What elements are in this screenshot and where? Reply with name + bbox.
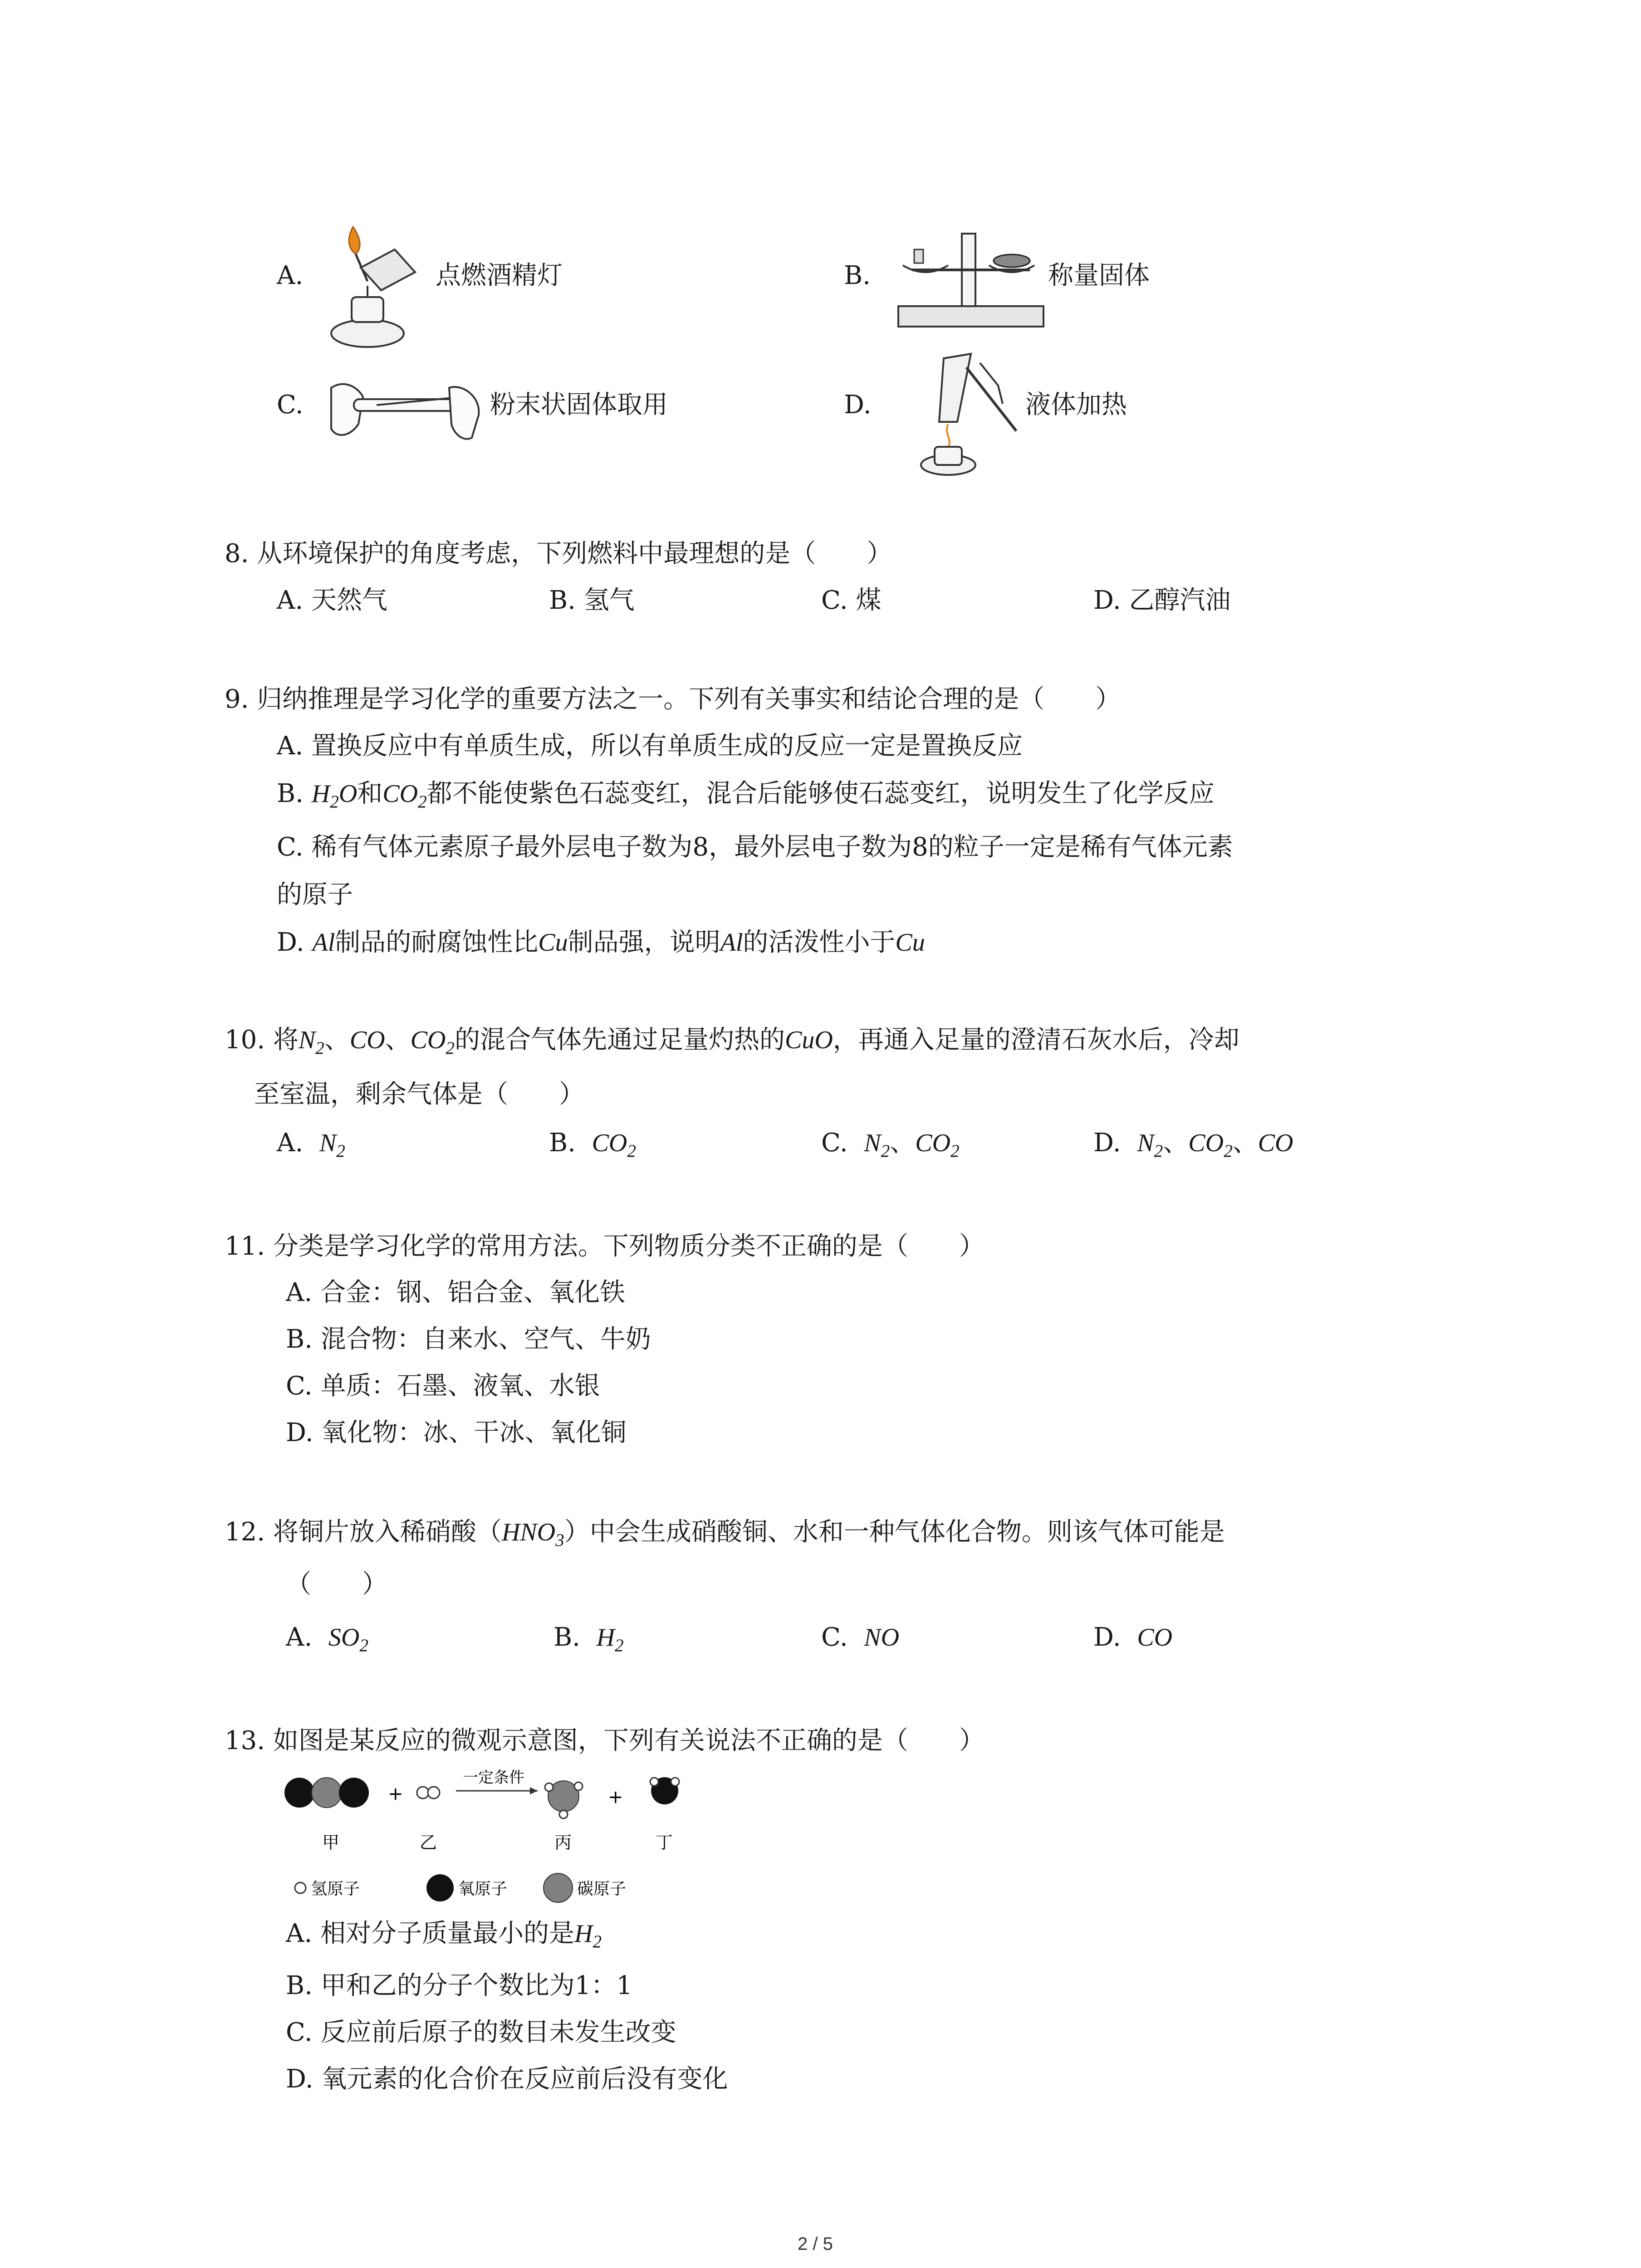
legend-hydrogen-icon: [295, 1882, 306, 1893]
q12-option-a[interactable]: A. $SO_2$: [286, 1623, 368, 1655]
q9-b-formula-h2o: $H_2O$: [311, 780, 358, 811]
label-bing: 丙: [554, 1833, 572, 1853]
q9-option-a[interactable]: A. 置换反应中有单质生成，所以有单质生成的反应一定是置换反应: [277, 731, 1023, 761]
q9-d-text2: 制品强，说明: [568, 928, 720, 957]
q10-stem-line2: 至室温，剩余气体是（ ）: [254, 1080, 584, 1109]
q10-stem-line1: 10. 将$N_2$、CO、$CO_2$的混合气体先通过足量灼热的CuO，再通入足量的澄清石灰水后，冷却: [225, 1025, 1239, 1058]
q13-stem: 13. 如图是某反应的微观示意图，下列有关说法不正确的是（ ）: [225, 1726, 985, 1755]
q9-d-formula-al: Al: [312, 929, 335, 957]
legend-oxygen-label: 氧原子: [458, 1880, 508, 1898]
q9-d-text1: 制品的耐腐蚀性比: [335, 928, 539, 957]
q7-option-c-letter: C.: [277, 390, 304, 420]
q9-d-formula-cu: Cu: [538, 929, 568, 957]
q9-option-d[interactable]: [277, 930, 925, 955]
q9-b-prefix: B.: [277, 779, 312, 808]
q11-option-a[interactable]: A. 合金：钢、铝合金、氧化铁: [286, 1278, 626, 1307]
q10-option-a[interactable]: A. $N_2$: [277, 1128, 345, 1161]
q13-option-c[interactable]: C. 反应前后原子的数目未发生改变: [286, 2018, 676, 2047]
carbon-atom: [312, 1778, 342, 1808]
q13-option-b[interactable]: B. 甲和乙的分子个数比为1：1: [286, 1971, 633, 2000]
q8-stem: 8. 从环境保护的角度考虑，下列燃料中最理想的是（ ）: [225, 539, 892, 568]
alcohol-lamp-lighting-figure: [318, 222, 436, 354]
q7-option-b-text: 称量固体: [1048, 261, 1150, 290]
q7-option-a-text: 点燃酒精灯: [436, 261, 563, 290]
q9-option-c-line2: 的原子: [277, 880, 353, 909]
legend-carbon-label: 碳原子: [577, 1880, 627, 1898]
q7-option-c-text: 粉末状固体取用: [490, 390, 668, 420]
plus-sign-2: +: [608, 1787, 623, 1808]
q12-option-b[interactable]: B. $H_2$: [554, 1623, 624, 1655]
q9-d-formula-al-2: Al: [720, 929, 743, 957]
q11-option-c[interactable]: C. 单质：石墨、液氧、水银: [286, 1371, 600, 1401]
oxygen-atom-right: [339, 1778, 369, 1808]
powder-solid-taking-figure: [327, 370, 485, 449]
q9-d-prefix: D.: [277, 928, 313, 957]
label-ding: 丁: [656, 1833, 673, 1853]
q9-option-c-line1[interactable]: C. 稀有气体元素原子最外层电子数为8，最外层电子数为8的粒子一定是稀有气体元素: [277, 832, 1233, 862]
balance-scale-figure: [894, 229, 1048, 331]
q12-option-c[interactable]: C. NO: [821, 1623, 900, 1652]
q8-option-d[interactable]: D. 乙醇汽油: [1093, 586, 1231, 615]
q12-stem-line1: 12. 将铜片放入稀硝酸$(HNO_3)$中会生成硝酸铜、水和一种气体化合物。则该气体可能是: [225, 1517, 1225, 1550]
q9-stem: 9. 归纳推理是学习化学的重要方法之一。下列有关事实和结论合理的是（ ）: [225, 684, 1121, 714]
hydrogen-atom-1: [417, 1787, 429, 1799]
q10-option-b[interactable]: B. $CO_2$: [549, 1128, 636, 1161]
reaction-condition: 一定条件: [463, 1769, 524, 1787]
q12-option-d[interactable]: D. CO: [1093, 1623, 1173, 1652]
q8-option-c[interactable]: C. 煤: [821, 586, 882, 615]
q7-option-d-letter: D.: [844, 390, 872, 420]
q9-b-tail: 都不能使紫色石蕊变红，混合后能够使石蕊变红，说明发生了化学反应: [426, 779, 1215, 808]
q11-option-b[interactable]: B. 混合物：自来水、空气、牛奶: [286, 1325, 651, 1354]
reaction-micro-diagram: [277, 1769, 730, 1914]
q9-b-formula-co2: $CO_2$: [382, 780, 427, 811]
legend-carbon-icon: [544, 1873, 573, 1902]
q11-stem: 11. 分类是学习化学的常用方法。下列物质分类不正确的是（ ）: [225, 1232, 985, 1261]
q8-option-a[interactable]: A. 天然气: [277, 586, 388, 615]
label-jia: 甲: [322, 1833, 340, 1853]
q8-option-b[interactable]: B. 氢气: [549, 586, 635, 615]
liquid-heating-figure: [889, 349, 1030, 479]
q10-option-d[interactable]: D. $N_2$、$CO_2$、CO: [1093, 1128, 1293, 1161]
hydrogen-atom-2: [428, 1787, 440, 1799]
q7-option-a-letter: A.: [277, 261, 304, 290]
q7-option-b-letter: B.: [844, 261, 871, 290]
q9-d-formula-cu-2: Cu: [895, 929, 925, 957]
legend-hydrogen-label: 氢原子: [311, 1880, 360, 1898]
label-yi: 乙: [420, 1833, 437, 1853]
q13-option-a[interactable]: A. 相对分子质量最小的是$H_2$: [286, 1919, 602, 1951]
q9-b-mid: 和: [357, 779, 383, 808]
q10-option-c[interactable]: C. $N_2$、$CO_2$: [821, 1128, 960, 1161]
q13-option-d[interactable]: D. 氧元素的化合价在反应前后没有变化: [286, 2064, 728, 2094]
legend-oxygen-icon: [426, 1874, 454, 1901]
page-number: 2 / 5: [798, 2234, 833, 2254]
q9-d-text3: 的活泼性小于: [743, 928, 896, 957]
q11-option-d[interactable]: D. 氧化物：冰、干冰、氧化铜: [286, 1418, 627, 1447]
plus-sign-1: +: [388, 1784, 403, 1804]
q7-option-d-text: 液体加热: [1025, 390, 1127, 420]
q12-stem-line2: （ ）: [286, 1569, 387, 1599]
q9-option-b[interactable]: [277, 779, 1215, 811]
oxygen-atom-left: [284, 1778, 314, 1808]
